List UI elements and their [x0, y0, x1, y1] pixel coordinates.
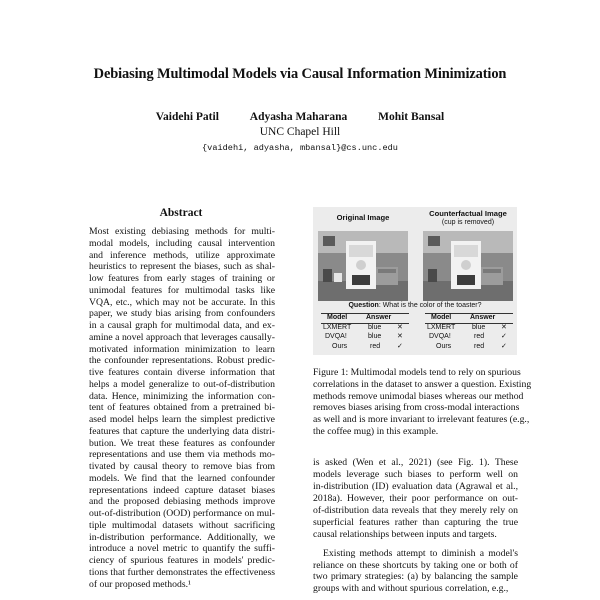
- model-name: Ours: [436, 342, 452, 350]
- text-line: models. We find that the learned confounder: [89, 472, 275, 484]
- text-line: tent of features obtained from a pretrained bi-: [89, 402, 275, 414]
- wrong-mark-icon: ✕: [501, 323, 507, 331]
- text-line: heuristics to represent the biases, such as shal-: [89, 261, 275, 273]
- text-line: methods remove unimodal biases whereas our method: [313, 390, 524, 402]
- original-kitchen-image: [318, 231, 408, 301]
- check-mark-icon: ✓: [501, 333, 507, 341]
- answer-value: red: [370, 342, 381, 350]
- wrong-mark-icon: ✕: [397, 333, 403, 341]
- model-name: LXMERT: [323, 323, 352, 331]
- text-line: of-distribution data reveals that they merely rely on: [313, 504, 518, 516]
- counterfactual-subtitle: (cup is removed): [441, 218, 495, 226]
- text-line: low features from early stages of training or: [89, 273, 275, 284]
- answer-value: red: [474, 333, 485, 341]
- text-line: correlations in the dataset to answer a question. Existing: [313, 378, 532, 390]
- text-line: models leverage such biases to perform well on: [313, 468, 518, 480]
- counterfactual-kitchen-image: [423, 231, 513, 301]
- text-line: in-distribution performance. Additionally, we: [89, 531, 275, 543]
- column-header-answer: Answer: [366, 314, 392, 321]
- text-line: data. Hence, minimizing the information con-: [89, 390, 275, 402]
- text-line: out-of-distribution (OOD) performance on mul-: [89, 508, 275, 519]
- text-line: reliance on these shortcuts by taking one or both of: [313, 559, 518, 571]
- text-line: unimodal features for multimodal tasks like: [89, 284, 275, 296]
- model-name: DVQA!: [429, 333, 451, 341]
- text-line: Most existing debiasing methods for multi-: [89, 226, 275, 237]
- text-line: bution. We treat these features as confounder: [89, 437, 275, 449]
- table-row: [321, 342, 409, 352]
- answer-value: blue: [368, 333, 382, 341]
- text-line: superficial features rather than capturing the true: [313, 516, 518, 528]
- text-line: paper, we study bias arising from confounders: [89, 308, 275, 320]
- text-line: the confounder representations. Robust predic-: [89, 355, 275, 367]
- model-name: Ours: [332, 342, 348, 350]
- figure-1: [313, 207, 517, 355]
- column-header-model: Model: [327, 314, 348, 321]
- text-line: in a causal graph for multimodal data, and ex-: [89, 320, 275, 331]
- text-line: groups with and without spurious correlation, e.g.,: [313, 583, 509, 595]
- email-address: {vaidehi, adyasha, mbansal}@cs.unc.edu: [202, 143, 398, 153]
- table-row: [425, 323, 513, 333]
- table-row: [321, 323, 409, 333]
- text-line: 2018a). However, their poor performance on out-: [313, 492, 518, 504]
- column-header-answer: Answer: [470, 314, 496, 321]
- text-line: motivated information minimization to learn: [89, 343, 275, 355]
- question-text: : What is the color of the toaster?: [378, 302, 482, 309]
- answer-value: blue: [472, 323, 486, 331]
- answer-value: red: [474, 342, 485, 350]
- table-row: [425, 342, 513, 352]
- original-image-label: Original Image: [336, 213, 390, 222]
- text-line: of our proposed methods.¹: [89, 578, 191, 590]
- affiliation: UNC Chapel Hill: [259, 126, 341, 138]
- figure-caption: [313, 367, 532, 438]
- text-line: two primary strategies: (a) by balancing the sample: [313, 571, 518, 583]
- check-mark-icon: ✓: [397, 342, 403, 350]
- original-results-table: [321, 313, 409, 351]
- text-line: tions that further demonstrates the effectiveness: [89, 566, 275, 578]
- text-line: features that capture the underlying data distri-: [89, 425, 275, 437]
- table-row: [321, 332, 409, 342]
- answer-value: blue: [368, 323, 382, 331]
- text-line: introduce a novel metric to quantify the suffi-: [89, 543, 275, 555]
- text-line: causal relationships between inputs and targets.: [313, 528, 497, 540]
- text-line: is asked (Wen et al., 2021) (see Fig. 1). These: [313, 457, 518, 468]
- paper-title: Debiasing Multimodal Models via Causal Information Minimization: [93, 66, 507, 82]
- paragraph: [313, 548, 518, 596]
- text-line: helps a model generalize to out-of-distribution: [89, 378, 275, 390]
- text-line: VQA, etc., which may not be accurate. In this: [89, 296, 275, 308]
- author-list: [0, 111, 600, 123]
- column-header-model: Model: [431, 314, 452, 321]
- table-row: [425, 332, 513, 342]
- counterfactual-image-label: [422, 210, 514, 227]
- model-name: DVQA!: [325, 333, 347, 341]
- author-name: Adyasha Maharana: [249, 111, 348, 123]
- model-name: LXMERT: [427, 323, 456, 331]
- text-line: tiple multimodal datasets without sacrificing: [89, 519, 275, 531]
- text-line: removes biases arising from cross-modal interactions: [313, 402, 520, 414]
- text-line: tivated by causal theory to remove bias from: [89, 461, 275, 472]
- text-line: representations indeed capture dataset biases: [89, 484, 275, 496]
- author-name: Mohit Bansal: [378, 111, 445, 123]
- text-line: in-distribution (ID) evaluation data (Agrawal et al.,: [313, 480, 518, 492]
- text-line: ased model helps learn the simplest predictive: [89, 414, 275, 425]
- counterfactual-results-table: [425, 313, 513, 351]
- text-line: Existing methods attempt to diminish a model's: [323, 547, 518, 559]
- check-mark-icon: ✓: [501, 342, 507, 350]
- text-line: representations and use them via methods mo-: [89, 449, 275, 461]
- text-line: amine a novel approach that leverages causally-: [89, 331, 275, 343]
- text-line: and the proposed debiasing methods improve: [89, 496, 275, 508]
- table-header: [425, 313, 513, 323]
- wrong-mark-icon: ✕: [397, 323, 403, 331]
- figure-question: [313, 302, 517, 309]
- text-line: ciency of spurious features in models' predic-: [89, 555, 275, 566]
- paragraph: [313, 457, 518, 541]
- abstract-text: [89, 226, 275, 590]
- text-line: and inference methods, utilize approximate: [89, 249, 275, 261]
- text-line: as well and is more invariant to irrelevant features (e.g.,: [313, 414, 530, 425]
- text-line: modal models, including causal intervention: [89, 237, 275, 249]
- text-line: tive features contain diverse information that: [89, 367, 275, 378]
- table-header: [321, 313, 409, 323]
- text-line: Figure 1: Multimodal models tend to rely on spurious: [313, 367, 521, 378]
- author-name: Vaidehi Patil: [155, 111, 219, 123]
- abstract-heading: Abstract: [159, 207, 203, 219]
- text-line: the coffee mug) in this example.: [313, 425, 439, 437]
- body-text: [313, 457, 518, 595]
- counterfactual-title: Counterfactual Image: [429, 209, 507, 218]
- question-prefix: Question: [348, 302, 379, 309]
